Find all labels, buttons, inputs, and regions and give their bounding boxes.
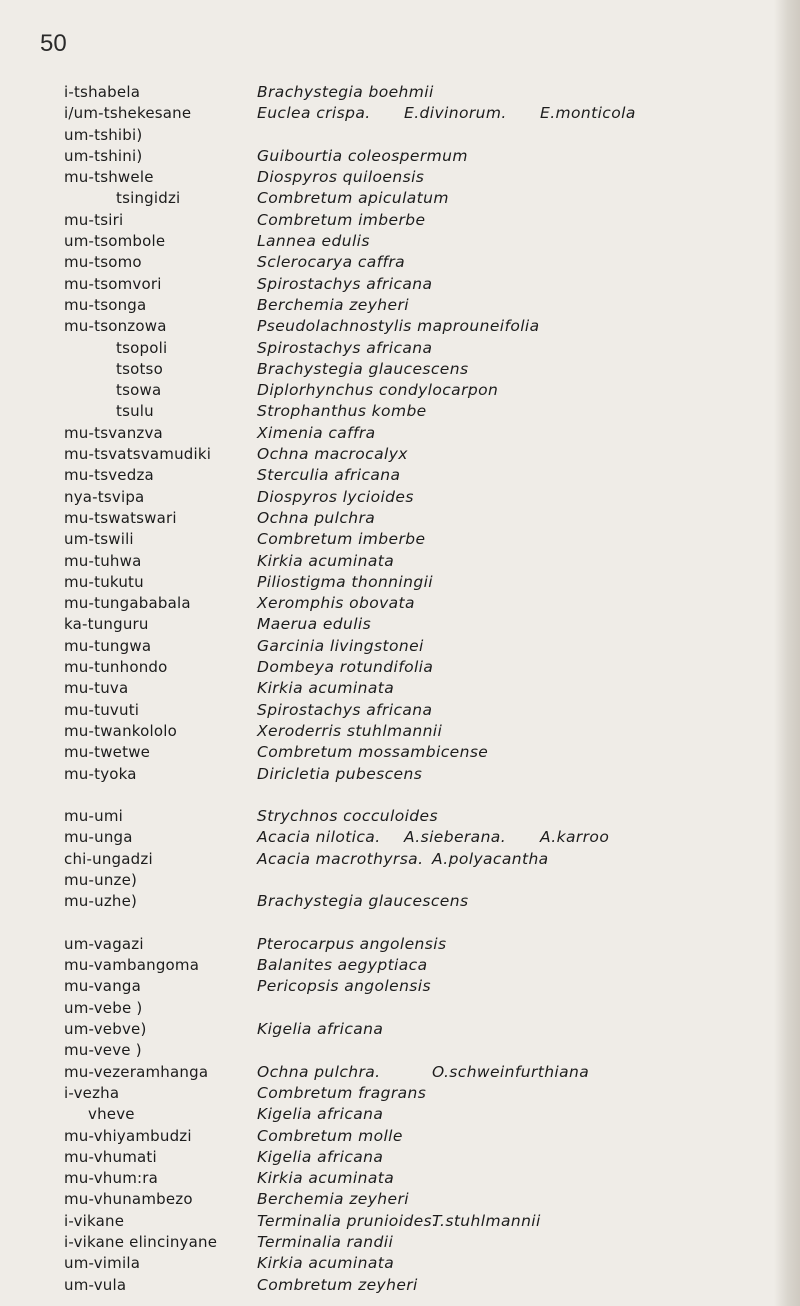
vernacular-name: mu-unze) [64,870,138,889]
botanical-name-row: Combretum molle [257,1126,403,1145]
vernacular-name: mu-twankololo [64,721,177,740]
botanical-name-row [257,913,777,934]
vernacular-name: mu-tswatswari [64,508,177,527]
botanical-name-row: Strophanthus kombe [257,402,427,421]
botanical-name-row [257,125,777,146]
botanical-name-row: Brachystegia boehmii [257,83,434,101]
botanical-name-row: Kigelia africana [257,1105,384,1124]
botanical-name-row: Xeromphis obovata [257,594,415,613]
vernacular-name: mu-umi [64,807,124,826]
botanical-name-row: Ochna macrocalyx [257,445,408,464]
botanical-name-row: Lannea edulis [257,232,370,251]
botanical-name-row: Kigelia africana [257,1020,384,1039]
vernacular-name: i-vikane [64,1211,125,1230]
botanical-name: Acacia nilotica. [257,828,381,847]
botanical-name-row: Kigelia africana [257,1147,384,1166]
vernacular-name: i-tshabela [64,83,141,101]
vernacular-name: mu-tyoka [64,764,137,783]
vernacular-name: mu-tuhwa [64,551,142,570]
vernacular-name: mu-tuva [64,679,129,698]
botanical-name-row [257,870,777,891]
botanical-name: Terminalia prunioides. [257,1211,438,1230]
botanical-name-row: Diospyros lycioides [257,487,414,506]
vernacular-name: mu-unga [64,828,133,847]
botanical-name-row: Brachystegia glaucescens [257,359,469,378]
vernacular-name: i-vikane elincinyane [64,1233,218,1252]
botanical-name: T.stuhlmannii [432,1211,541,1230]
botanical-name-row [257,827,777,848]
vernacular-name: mu-tukutu [64,572,144,591]
vernacular-names-column [64,82,254,1296]
vernacular-name: mu-veve ) [64,1041,142,1060]
vernacular-name: mu-vambangoma [64,956,200,975]
botanical-name-row: Berchemia zeyheri [257,295,409,314]
botanical-name-row: Piliostigma thonningii [257,572,433,591]
botanical-name-row: Maerua edulis [257,615,372,634]
botanical-name-row: Pericopsis angolensis [257,977,431,996]
botanical-name-row: Terminalia randii [257,1233,394,1252]
vernacular-name: mu-tsonga [64,295,147,314]
botanical-name-row [257,785,777,806]
vernacular-name: um-vagazi [64,934,144,953]
botanical-name-row: Guibourtia coleospermum [257,146,468,165]
vernacular-name: nya-tsvipa [64,487,145,506]
botanical-name-row [257,1062,777,1083]
botanical-name-row: Kirkia acuminata [257,551,395,570]
vernacular-name: mu-twetwe [64,743,151,762]
vernacular-name: mu-tunhondo [64,658,168,677]
botanical-names-column [257,82,777,1296]
botanical-name-row: Pterocarpus angolensis [257,934,447,953]
vernacular-name: um-tswili [64,530,134,549]
botanical-name-row: Sclerocarya caffra [257,253,406,272]
botanical-name-row: Diricletia pubescens [257,764,423,783]
vernacular-name: um-vula [64,1275,127,1294]
vernacular-name [64,785,254,806]
vernacular-name: mu-vhiyambudzi [64,1126,192,1145]
vernacular-name: um-vimila [64,1254,141,1273]
botanical-name-row: Combretum imberbe [257,530,426,549]
botanical-name: Euclea crispa. [257,104,371,123]
vernacular-name: mu-vanga [64,977,142,996]
botanical-name-row: Combretum apiculatum [257,189,449,208]
vernacular-name: mu-vhum:ra [64,1169,159,1188]
botanical-name-row: Brachystegia glaucescens [257,892,469,911]
vernacular-name: tsotso [116,359,163,378]
vernacular-name: vheve [88,1105,135,1124]
vernacular-name: mu-tsomvori [64,274,162,293]
vernacular-name: mu-tsvedza [64,466,154,485]
vernacular-name: mu-tungababala [64,594,191,613]
vernacular-name: i/um-tshekesane [64,104,192,123]
vernacular-name: mu-vezeramhanga [64,1062,209,1081]
botanical-name: Ochna pulchra. [257,1062,381,1081]
botanical-name-row: Diospyros quiloensis [257,168,425,187]
botanical-name: A.polyacantha [432,849,549,868]
botanical-name-row: Kirkia acuminata [257,679,395,698]
vernacular-name: mu-tsvatsvamudiki [64,445,212,464]
botanical-name-row: Combretum mossambicense [257,743,489,762]
botanical-name: E.divinorum. [404,104,507,123]
botanical-name: Acacia macrothyrsa. [257,849,424,868]
botanical-name-row: Ochna pulchra [257,508,376,527]
botanical-name-row: Spirostachys africana [257,700,433,719]
botanical-name-row: Berchemia zeyheri [257,1190,409,1209]
botanical-name-row: Combretum imberbe [257,210,426,229]
botanical-name-row: Balanites aegyptiaca [257,956,428,975]
botanical-name-row: Combretum zeyheri [257,1275,418,1294]
botanical-name-row: Kirkia acuminata [257,1169,395,1188]
botanical-name-row [257,1040,777,1061]
vernacular-name: mu-tshwele [64,168,154,187]
botanical-name-row: Diplorhynchus condylocarpon [257,381,499,400]
botanical-name-row: Spirostachys africana [257,338,433,357]
vernacular-name: tsowa [116,381,162,400]
vernacular-name: mu-tsomo [64,253,142,272]
botanical-name: A.sieberana. [404,828,507,847]
vernacular-name: um-vebve) [64,1020,147,1039]
vernacular-name: um-tshibi) [64,125,143,144]
botanical-name-row: Kirkia acuminata [257,1254,395,1273]
vernacular-name: um-tshini) [64,146,143,165]
botanical-name-row: Sterculia africana [257,466,401,485]
vernacular-name: mu-vhumati [64,1147,157,1166]
vernacular-name: mu-tsiri [64,210,124,229]
botanical-name-row [257,1211,777,1232]
botanical-name: E.monticola [540,104,636,123]
vernacular-name: mu-tsvanzva [64,423,163,442]
botanical-name-row: Spirostachys africana [257,274,433,293]
vernacular-name: mu-uzhe) [64,892,138,911]
botanical-name-row: Strychnos cocculoides [257,807,438,826]
botanical-name-row: Dombeya rotundifolia [257,658,434,677]
vernacular-name: tsingidzi [116,189,181,208]
vernacular-name [64,913,254,934]
botanical-name: O.schweinfurthiana [432,1062,590,1081]
vernacular-name: um-tsombole [64,232,166,251]
vernacular-name: chi-ungadzi [64,849,153,868]
vernacular-name: mu-tsonzowa [64,317,167,336]
vernacular-name: mu-tuvuti [64,700,140,719]
page-number: 50 [40,30,67,57]
vernacular-name: tsopoli [116,338,168,357]
vernacular-name: i-vezha [64,1083,120,1102]
vernacular-name: mu-vhunambezo [64,1190,193,1209]
botanical-name-row: Xeroderris stuhlmannii [257,721,443,740]
botanical-name-row: Combretum fragrans [257,1083,427,1102]
page-edge-shadow [774,0,800,1306]
botanical-name-row [257,849,777,870]
vernacular-name: mu-tungwa [64,636,152,655]
botanical-name-row [257,998,777,1019]
botanical-name: A.karroo [540,828,610,847]
botanical-name-row: Pseudolachnostylis maprouneifolia [257,317,540,336]
botanical-name-row [257,103,777,124]
botanical-name-row: Ximenia caffra [257,423,376,442]
vernacular-name: ka-tunguru [64,615,149,634]
botanical-name-row: Garcinia livingstonei [257,636,424,655]
vernacular-name: tsulu [116,402,154,421]
vernacular-name: um-vebe ) [64,998,143,1017]
